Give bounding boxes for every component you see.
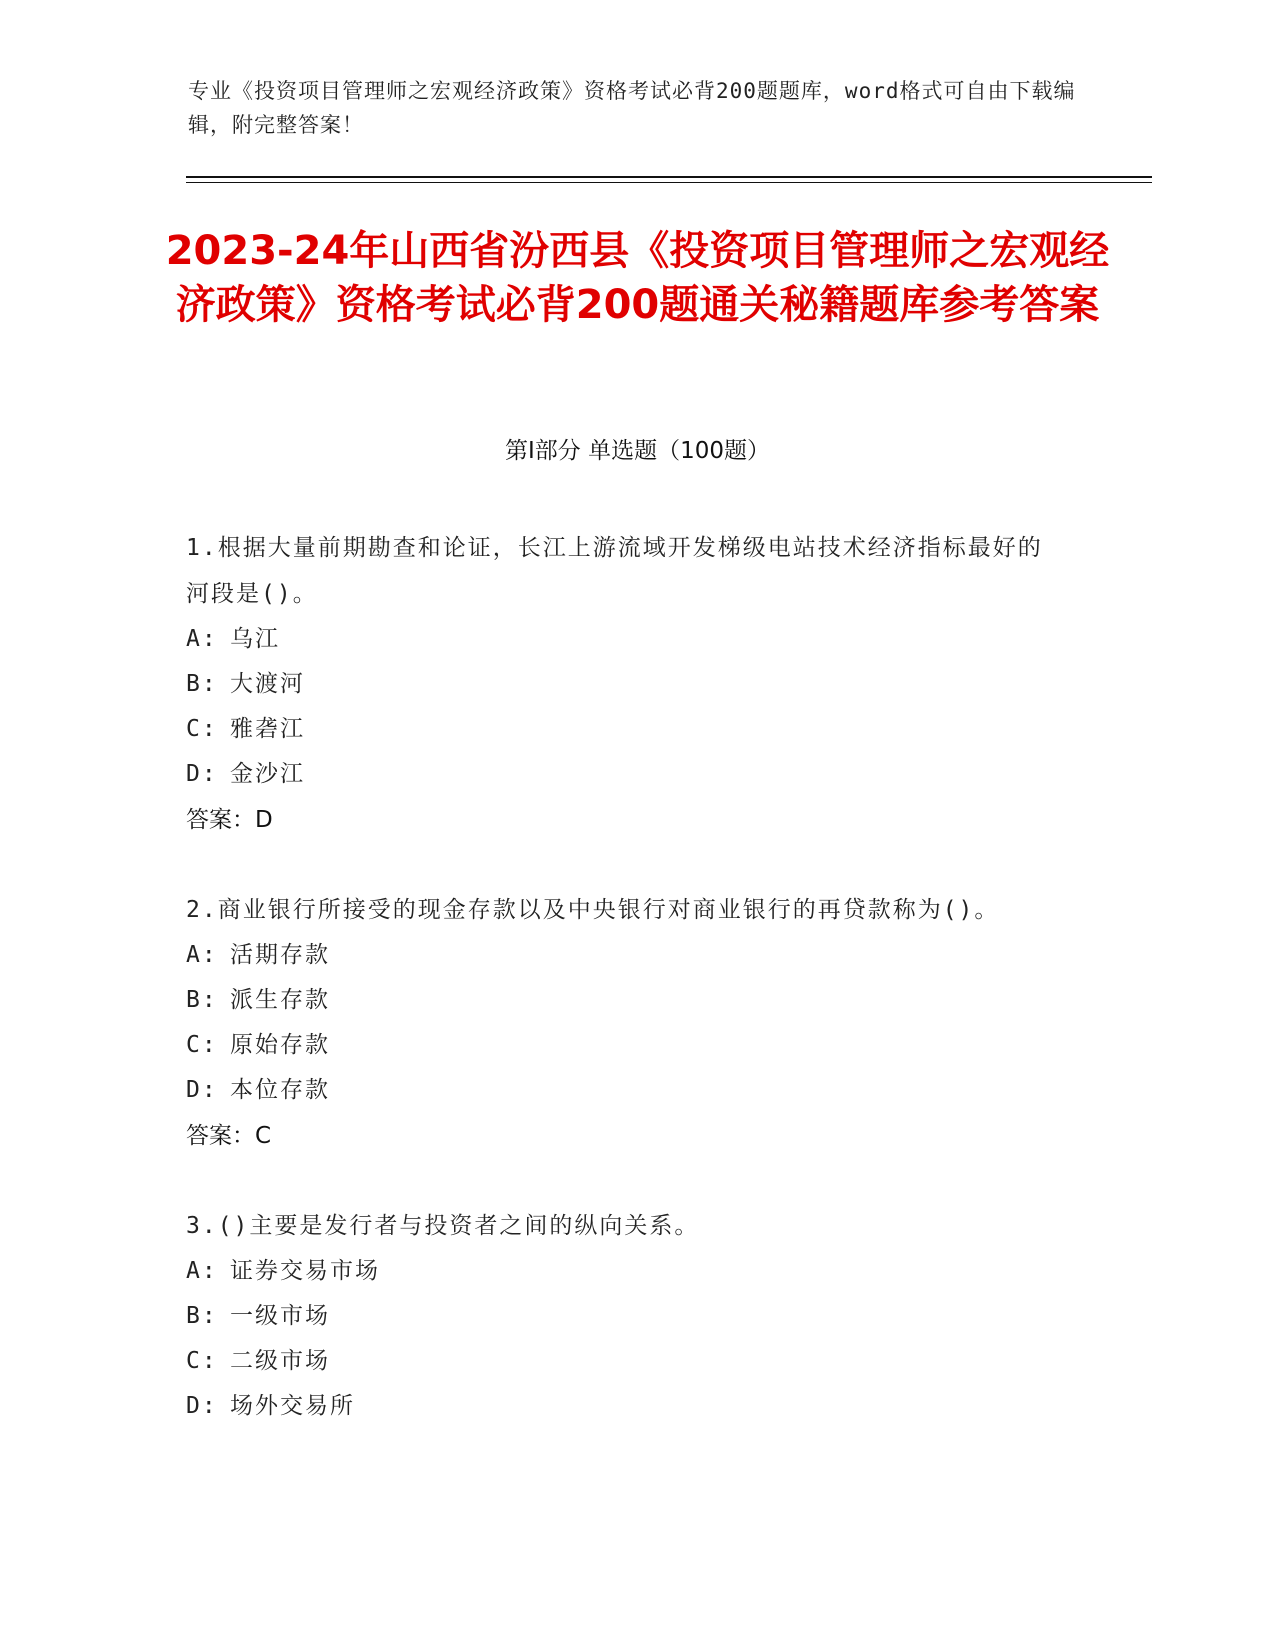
question-list bbox=[186, 525, 1066, 1473]
answer-line: 答案：C bbox=[186, 1123, 272, 1149]
option-a bbox=[186, 1249, 1066, 1294]
option-key: A: bbox=[186, 1258, 218, 1284]
option-text: 一级市场 bbox=[230, 1303, 330, 1329]
option-key: B: bbox=[186, 671, 218, 697]
header-divider-thin bbox=[186, 182, 1152, 183]
option-text: 大渡河 bbox=[230, 671, 305, 697]
option-text: 场外交易所 bbox=[230, 1393, 355, 1419]
option-b bbox=[186, 1294, 1066, 1339]
option-key: A: bbox=[186, 942, 218, 968]
option-text: 乌江 bbox=[230, 626, 280, 652]
option-text: 金沙江 bbox=[230, 761, 305, 787]
header-divider-thick bbox=[186, 176, 1152, 178]
option-d bbox=[186, 1068, 1066, 1113]
option-d bbox=[186, 752, 1066, 797]
option-key: C: bbox=[186, 1032, 218, 1058]
question-stem: 3.()主要是发行者与投资者之间的纵向关系。 bbox=[186, 1213, 700, 1239]
option-d bbox=[186, 1384, 1066, 1429]
question-2 bbox=[186, 887, 1066, 1159]
option-key: B: bbox=[186, 1303, 218, 1329]
option-text: 派生存款 bbox=[230, 987, 330, 1013]
answer-line: 答案：D bbox=[186, 807, 273, 833]
option-text: 证券交易市场 bbox=[230, 1258, 380, 1284]
option-a bbox=[186, 933, 1066, 978]
option-b bbox=[186, 978, 1066, 1023]
option-c bbox=[186, 1023, 1066, 1068]
document-title: 2023-24年山西省汾西县《投资项目管理师之宏观经济政策》资格考试必背200题通关秘籍题库参考答案 bbox=[165, 228, 1110, 328]
option-text: 原始存款 bbox=[230, 1032, 330, 1058]
section-title: 第Ⅰ部分 单选题（100题） bbox=[505, 438, 770, 464]
option-b bbox=[186, 662, 1066, 707]
option-text: 活期存款 bbox=[230, 942, 330, 968]
question-1 bbox=[186, 525, 1066, 843]
option-text: 二级市场 bbox=[230, 1348, 330, 1374]
question-stem: 2.商业银行所接受的现金存款以及中央银行对商业银行的再贷款称为()。 bbox=[186, 897, 1000, 923]
option-key: C: bbox=[186, 1348, 218, 1374]
option-text: 雅砻江 bbox=[230, 716, 305, 742]
option-a bbox=[186, 617, 1066, 662]
question-3 bbox=[186, 1203, 1066, 1429]
option-key: D: bbox=[186, 1393, 218, 1419]
header-note: 专业《投资项目管理师之宏观经济政策》资格考试必背200题题库，word格式可自由下载编辑，附完整答案！ bbox=[188, 79, 1076, 137]
option-c bbox=[186, 707, 1066, 752]
option-key: C: bbox=[186, 716, 218, 742]
option-key: B: bbox=[186, 987, 218, 1013]
question-stem: 1.根据大量前期勘查和论证，长江上游流域开发梯级电站技术经济指标最好的河段是()。 bbox=[186, 535, 1043, 607]
option-key: D: bbox=[186, 1077, 218, 1103]
option-c bbox=[186, 1339, 1066, 1384]
option-key: D: bbox=[186, 761, 218, 787]
option-text: 本位存款 bbox=[230, 1077, 330, 1103]
option-key: A: bbox=[186, 626, 218, 652]
